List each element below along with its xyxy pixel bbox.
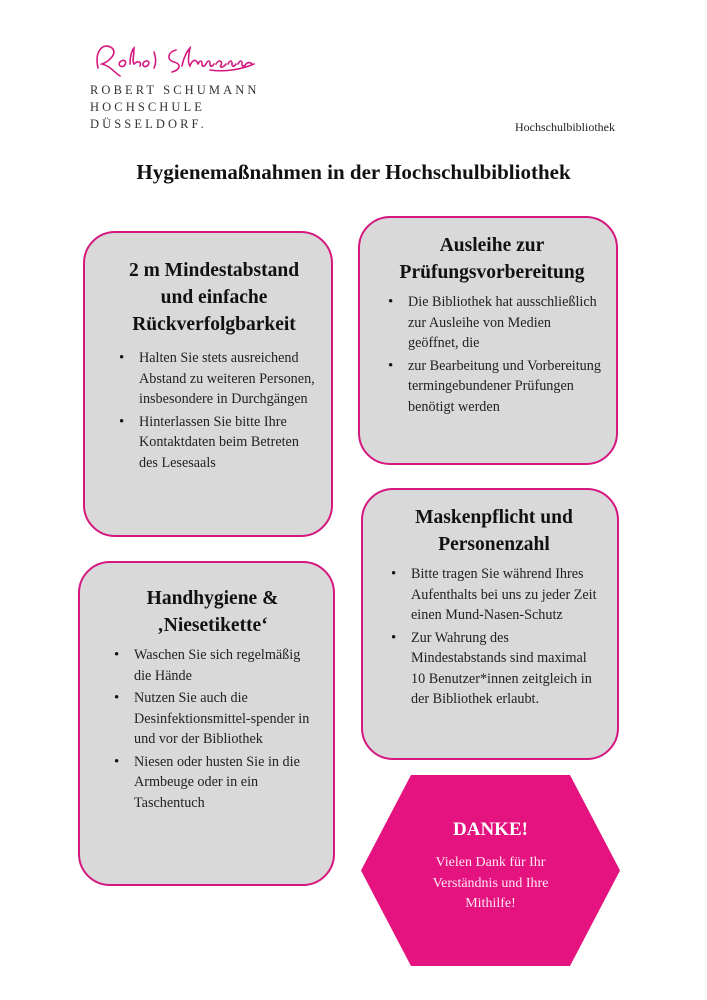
mask-heading: [385, 504, 603, 558]
thanks-title: DANKE!: [453, 819, 528, 840]
hands-list: [108, 645, 317, 813]
lending-heading: [382, 232, 602, 286]
department-label: Hochschulbibliothek: [515, 120, 615, 134]
logo-text-line-1: ROBERT SCHUMANN: [90, 83, 260, 97]
university-logo: [90, 38, 310, 133]
hands-heading: [108, 585, 317, 639]
distance-box: [83, 231, 333, 537]
list-item: • Halten Sie stets ausreichend Abstand zu weiteren Personen, insbesondere in Durchgängen: [113, 348, 315, 410]
list-item: • Die Bibliothek hat ausschließlich zur Ausleihe von Medien geöffnet, die: [382, 292, 602, 354]
mask-list: [385, 564, 603, 710]
list-item: • Waschen Sie sich regelmäßig die Hände: [108, 645, 317, 686]
thanks-text: Vielen Dank für Ihr Verständnis und Ihre Mithilfe!: [432, 855, 549, 911]
lending-heading-line-2: Prüfungsvorbereitung: [399, 262, 585, 283]
lending-heading-line-1: Ausleihe zur: [439, 235, 545, 256]
signature-logo: [90, 38, 280, 82]
distance-heading-line-1: 2 m Mindestabstand: [128, 260, 300, 281]
mask-heading-line-2: Personenzahl: [438, 534, 550, 555]
list-item: • Nutzen Sie auch die Desinfektionsmittel-spender in und vor der Bibliothek: [108, 688, 317, 750]
hands-heading-line-2: ‚Niesetikette‘: [157, 615, 268, 636]
list-item: • Niesen oder husten Sie in die Armbeuge oder in ein Taschentuch: [108, 752, 317, 814]
distance-heading-line-2: und einfache: [160, 287, 268, 308]
mask-heading-line-1: Maskenpflicht und: [415, 507, 573, 528]
lending-box: [358, 216, 618, 465]
distance-heading-line-3: Rückverfolgbarkeit: [132, 314, 296, 335]
distance-heading: [113, 257, 315, 338]
lending-list: [382, 292, 602, 417]
list-item: • zur Bearbeitung und Vorbereitung termingebundener Prüfungen benötigt werden: [382, 356, 602, 418]
thanks-hexagon: [361, 775, 620, 966]
list-item: • Bitte tragen Sie während Ihres Aufenthalts bei uns zu jeder Zeit einen Mund-Nasen-Schutz: [385, 564, 603, 626]
distance-list: [113, 348, 315, 473]
list-item: • Zur Wahrung des Mindestabstands sind maximal 10 Benutzer*innen zeitgleich in der Bibliothek erlaubt.: [385, 628, 603, 710]
logo-text-line-3: DÜSSELDORF.: [90, 117, 207, 131]
hands-heading-line-1: Handhygiene &: [146, 588, 279, 609]
logo-text-line-2: HOCHSCHULE: [90, 100, 206, 114]
list-item: • Hinterlassen Sie bitte Ihre Kontaktdaten beim Betreten des Lesesaals: [113, 412, 315, 474]
page-title: Hygienemaßnahmen in der Hochschulbibliothek: [136, 160, 571, 184]
hands-box: [78, 561, 335, 886]
mask-box: [361, 488, 619, 760]
